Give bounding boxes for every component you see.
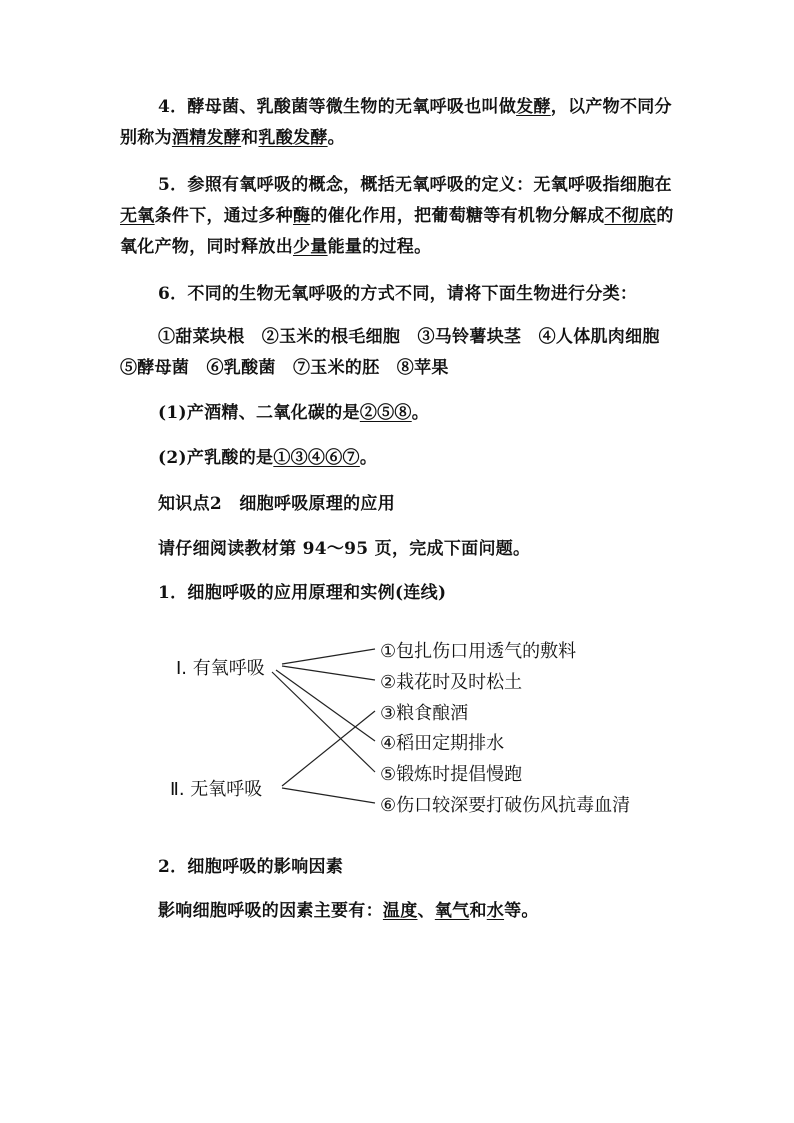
knowledge-point-2-heading: 知识点2 细胞呼吸原理的应用 xyxy=(158,494,396,514)
question-2: (2)产乳酸的是①③④⑥⑦。 xyxy=(158,448,378,468)
answer-fermentation: 发酵 xyxy=(516,97,551,117)
label-anaerobic: Ⅱ. 无氧呼吸 xyxy=(170,779,263,800)
paragraph-6: 6．不同的生物无氧呼吸的方式不同，请将下面生物进行分类： xyxy=(158,284,638,304)
paragraph-5: 5．参照有氧呼吸的概念，概括无氧呼吸的定义：无氧呼吸指细胞在无氧条件下，通过多种酶的催化作用，把葡萄糖等有机物分解成不彻底的氧化产物，同时释放出少量能量的过程。 xyxy=(120,175,674,257)
organism-list: ①甜菜块根 ②玉米的根毛细胞 ③马铃薯块茎 ④人体肌肉细胞 ⑤酵母菌 ⑥乳酸菌 ⑦玉米的胚 ⑧苹果 xyxy=(120,327,678,378)
answer-alcohol-fermentation: 酒精发酵 xyxy=(171,128,242,148)
example-1: ①包扎伤口用透气的敷料 xyxy=(380,641,577,662)
answer-temperature: 温度 xyxy=(382,901,418,921)
label-aerobic: Ⅰ. 有氧呼吸 xyxy=(176,658,265,679)
link-aerobic-4 xyxy=(276,670,375,741)
answer-lactic-fermentation: 乳酸发酵 xyxy=(258,128,328,148)
answer-incomplete: 不彻底 xyxy=(604,206,657,226)
link-aerobic-5 xyxy=(272,672,375,772)
answer-q1: ②⑤⑧ xyxy=(359,403,412,423)
example-4: ④稻田定期排水 xyxy=(380,733,505,754)
answer-enzyme: 酶 xyxy=(293,206,311,226)
link-anaerobic-3 xyxy=(282,711,375,786)
link-aerobic-2 xyxy=(282,666,375,680)
answer-oxygen: 氧气 xyxy=(434,901,470,921)
section-1-heading: 1．细胞呼吸的应用原理和实例(连线) xyxy=(158,583,447,603)
answer-water: 水 xyxy=(486,901,505,921)
example-6: ⑥伤口较深要打破伤风抗毒血清 xyxy=(380,795,631,816)
example-2: ②栽花时及时松土 xyxy=(380,672,523,693)
answer-anaerobic: 无氧 xyxy=(120,206,155,226)
example-3: ③粮食酿酒 xyxy=(380,703,469,724)
section-2-heading: 2．细胞呼吸的影响因素 xyxy=(158,857,344,877)
example-5: ⑤锻炼时提倡慢跑 xyxy=(380,764,523,785)
factors-sentence: 影响细胞呼吸的因素主要有：温度、氧气和水等。 xyxy=(158,901,539,921)
reading-instruction: 请仔细阅读教材第 94～95 页，完成下面问题。 xyxy=(158,539,531,559)
question-1: (1)产酒精、二氧化碳的是②⑤⑧。 xyxy=(158,403,430,423)
paragraph-4: 4．酵母菌、乳酸菌等微生物的无氧呼吸也叫做发酵，以产物不同分别称为酒精发酵和乳酸发酵。 xyxy=(120,97,672,148)
link-aerobic-1 xyxy=(282,649,375,664)
answer-small-amount: 少量 xyxy=(293,237,328,257)
answer-q2: ①③④⑥⑦ xyxy=(273,448,360,468)
link-anaerobic-6 xyxy=(282,788,375,803)
